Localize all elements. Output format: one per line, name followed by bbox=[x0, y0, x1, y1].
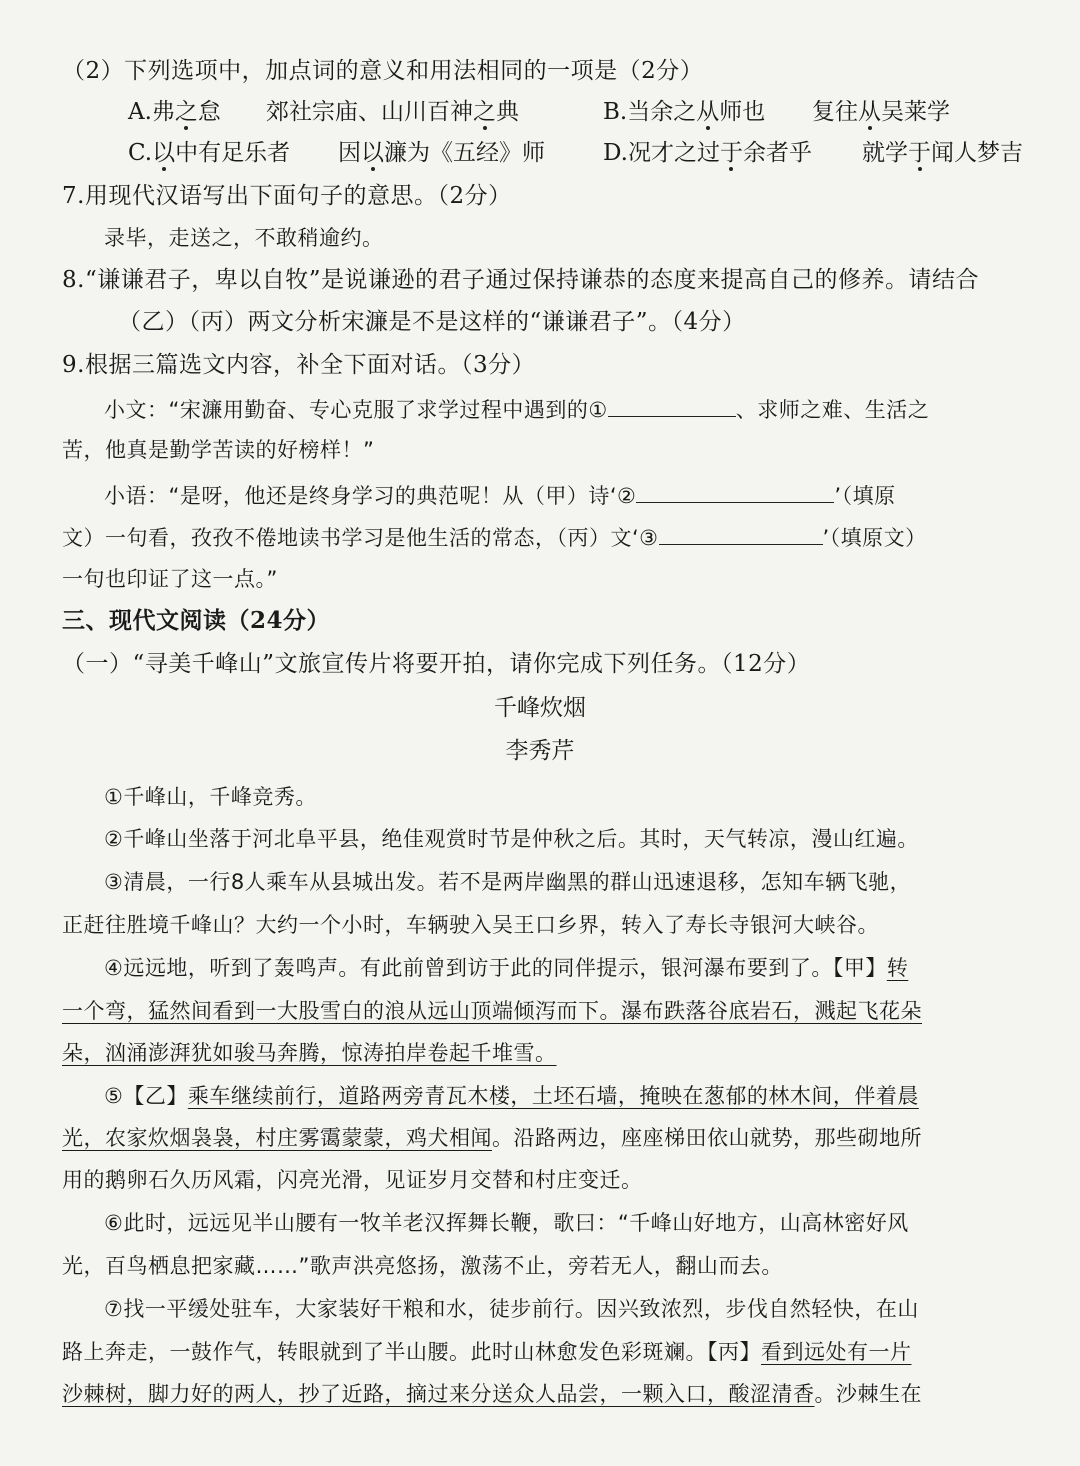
section-3-part-1: （一）“寻美千峰山”文旅宣传片将要开拍，请你完成下列任务。（12分） bbox=[62, 651, 811, 677]
option-b: B.当余之从师也 bbox=[603, 99, 766, 125]
q9-line-4: 文）一句看，孜孜不倦地读书学习是他生活的常态，（丙）文‘③ ’（填原文） bbox=[62, 520, 927, 554]
paragraph-3-line-1: ③清晨，一行8人乘车从县城出发。若不是两岸幽黑的群山迅速退移，怎知车辆飞驰， bbox=[104, 870, 912, 894]
answer-blank-1[interactable] bbox=[608, 392, 736, 417]
option-d-second: 就学于闻人梦吉 bbox=[862, 140, 1023, 166]
paragraph-7-line-1: ⑦找一平缓处驻车，大家装好干粮和水，徒步前行。因兴致浓烈，步伐自然轻快，在山 bbox=[104, 1297, 919, 1321]
paragraph-7-line-2: 路上奔走，一鼓作气，转眼就到了半山腰。此时山林愈发色彩斑斓。【丙】看到远处有一片 bbox=[62, 1340, 912, 1364]
paragraph-7-line-3: 沙棘树，脚力好的两人，抄了近路，摘过来分送众人品尝，一颗入口，酸涩清香。沙棘生在 bbox=[62, 1382, 922, 1406]
paragraph-3-line-2: 正赶往胜境千峰山？大约一个小时，车辆驶入吴王口乡界，转入了寿长寺银河大峡谷。 bbox=[62, 913, 879, 937]
q9-line-2: 苦，他真是勤学苦读的好榜样！” bbox=[62, 438, 375, 462]
section-3-title: 三、现代文阅读（24分） bbox=[62, 607, 331, 634]
paragraph-4-line-3: 朵，汹涌澎湃犹如骏马奔腾，惊涛拍岸卷起千堆雪。 bbox=[62, 1041, 557, 1065]
answer-blank-3[interactable] bbox=[659, 520, 823, 545]
q8-line-2: （乙）（丙）两文分析宋濂是不是这样的“谦谦君子”。（4分） bbox=[118, 309, 746, 335]
option-b-second: 复往从吴莱学 bbox=[812, 99, 950, 125]
q7-stem: 7.用现代汉语写出下面句子的意思。（2分） bbox=[62, 183, 512, 209]
paragraph-4-line-2: 一个弯，猛然间看到一大股雪白的浪从远山顶端倾泻而下。瀑布跌落谷底岩石，溅起飞花朵 bbox=[62, 999, 922, 1023]
paragraph-5-line-3: 用的鹅卵石久历风霜，闪亮光滑，见证岁月交替和村庄变迁。 bbox=[62, 1168, 643, 1192]
q8-line-1: 8.“谦谦君子，卑以自牧”是说谦逊的君子通过保持谦恭的态度来提高自己的修养。请结合 bbox=[62, 267, 979, 293]
q9-line-5: 一句也印证了这一点。” bbox=[62, 567, 278, 591]
answer-blank-2[interactable] bbox=[636, 478, 834, 503]
paragraph-1: ①千峰山，千峰竞秀。 bbox=[104, 785, 317, 809]
q9-line-3: 小语：“是呀，他还是终身学习的典范呢！从（甲）诗‘② ’（填原 bbox=[104, 478, 896, 512]
q7-sentence: 录毕，走送之，不敢稍逾约。 bbox=[104, 226, 384, 250]
paragraph-5-line-2: 光，农家炊烟袅袅，村庄雾霭蒙蒙，鸡犬相闻。沿路两边，座座梯田依山就势，那些砌地所 bbox=[62, 1126, 922, 1150]
article-title: 千峰炊烟 bbox=[494, 695, 586, 721]
q9-line-1: 小文：“宋濂用勤奋、专心克服了求学过程中遇到的① 、求师之难、生活之 bbox=[104, 392, 929, 426]
paragraph-5-line-1: ⑤【乙】乘车继续前行，道路两旁青瓦木楼，土坯石墙，掩映在葱郁的林木间，伴着晨 bbox=[104, 1084, 919, 1108]
option-a: A.弗之怠 bbox=[128, 99, 221, 125]
option-c-second: 因以濂为《五经》师 bbox=[338, 140, 545, 166]
q9-stem: 9.根据三篇选文内容，补全下面对话。（3分） bbox=[62, 352, 536, 378]
option-c: C.以中有足乐者 bbox=[128, 140, 291, 166]
article-author: 李秀芹 bbox=[505, 738, 575, 764]
paragraph-6-line-2: 光，百鸟栖息把家藏……”歌声洪亮悠扬，激荡不止，旁若无人，翻山而去。 bbox=[62, 1254, 783, 1278]
option-d: D.况才之过于余者乎 bbox=[603, 140, 812, 166]
paragraph-2: ②千峰山坐落于河北阜平县，绝佳观赏时节是仲秋之后。其时，天气转凉，漫山红遍。 bbox=[104, 827, 919, 851]
paragraph-4-line-1: ④远远地，听到了轰鸣声。有此前曾到访于此的同伴提示，银河瀑布要到了。【甲】转 bbox=[104, 956, 909, 980]
option-a-second: 郊社宗庙、山川百神之典 bbox=[266, 99, 519, 125]
paragraph-6-line-1: ⑥此时，远远见半山腰有一牧羊老汉挥舞长鞭，歌曰：“千峰山好地方，山高林密好风 bbox=[104, 1211, 909, 1235]
q6-2-stem: （2）下列选项中，加点词的意义和用法相同的一项是（2分） bbox=[62, 58, 704, 84]
